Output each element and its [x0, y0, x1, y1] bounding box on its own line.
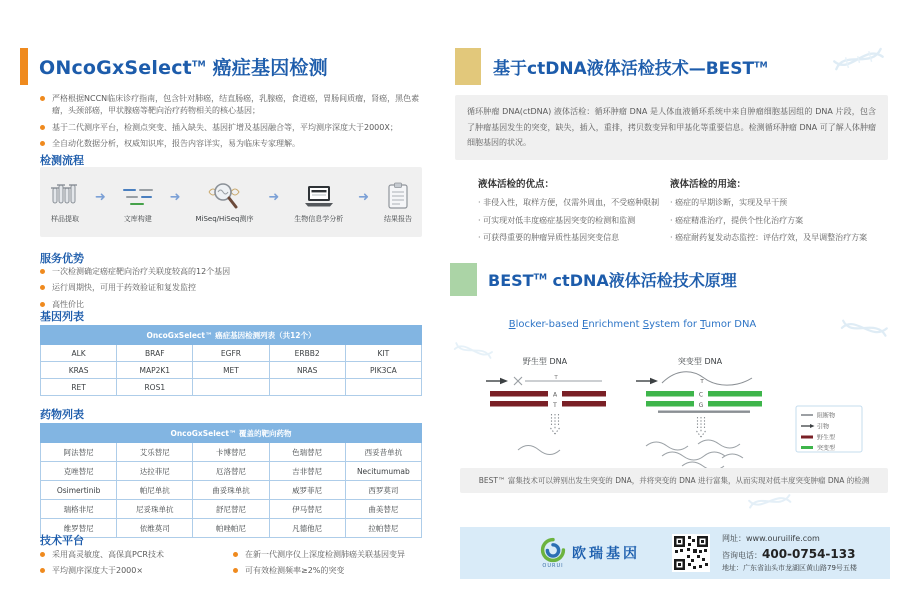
gene-cell: RET: [41, 379, 117, 396]
right-title-text: 基于ctDNA液体活检技术—BEST: [493, 59, 755, 79]
ourui-logo-icon: [540, 537, 566, 563]
primer-arrowhead: [650, 378, 658, 384]
section-heading-genes: 基因列表: [40, 310, 84, 323]
platform-col-right: [233, 549, 426, 582]
mutant-template-curve: [662, 372, 752, 385]
product-strand: [518, 446, 560, 455]
bullet-text: 一次检测确定癌症靶向治疗关联度较高的12个基因: [52, 267, 231, 276]
brand-subtext: OURUI: [542, 563, 564, 569]
drug-cell: 曲妥珠单抗: [193, 481, 269, 500]
principle-title-best: BEST: [488, 271, 534, 290]
list-item: [233, 549, 426, 561]
dotted-arrow-down: [551, 414, 560, 434]
legend-mutant-swatch: [801, 446, 813, 449]
gene-table: [40, 325, 422, 396]
gene-cell: KIT: [345, 345, 421, 362]
section-heading-process: 检测流程: [40, 154, 84, 167]
principle-title-rest: ctDNA液体活检技术原理: [546, 271, 737, 290]
uses-heading: 液体活检的用途：: [670, 179, 747, 190]
list-item: [40, 549, 233, 561]
drug-cell: 色瑞替尼: [269, 443, 345, 462]
gene-cell: EGFR: [193, 345, 269, 362]
drug-cell: 克唑替尼: [41, 462, 117, 481]
list-item: · 癌症耐药复发动态监控：评估疗效，及早调整治疗方案: [670, 232, 888, 243]
list-item: [40, 138, 422, 150]
best-principle-diagram: [450, 350, 890, 468]
wild-base-mark: T: [554, 375, 558, 381]
subtitle-part: umor DNA: [704, 319, 757, 330]
table-row: [41, 443, 422, 462]
bullet-text: 运行周期快，可用于药效验证和复发监控: [52, 283, 196, 293]
bullet-text: 全自动化数据分析，权威知识库，报告内容详实，易为临床专家理解。: [52, 139, 300, 149]
arrow-right-icon: ➜: [358, 189, 370, 205]
gene-cell: KRAS: [41, 362, 117, 379]
dna-watermark-icon: [838, 314, 889, 346]
blocker-bar: [658, 411, 750, 413]
website-line: [722, 533, 857, 545]
drug-cell: 伊马替尼: [269, 500, 345, 519]
bullet-text: 可有效检测频率≥2%的突变: [245, 566, 345, 576]
drug-cell: Necitumumab: [345, 462, 421, 481]
drug-cell: 瑞格非尼: [41, 500, 117, 519]
footer-bar: [460, 527, 890, 579]
address-label: 地址：: [722, 563, 743, 572]
drug-cell: 威罗菲尼: [269, 481, 345, 500]
legend-label: 阻断物: [817, 412, 836, 420]
bullet-dot: [40, 302, 45, 307]
process-step: [196, 182, 254, 224]
gene-cell: [345, 379, 421, 396]
gene-cell: MAP2K1: [117, 362, 193, 379]
subtitle-part: locker-based: [515, 319, 583, 330]
table-row: [41, 462, 422, 481]
website-value: www.ouruilife.com: [746, 533, 820, 543]
drug-cell: 依维莫司: [117, 519, 193, 538]
principle-title: [488, 268, 737, 291]
drug-cell: 拉帕替尼: [345, 519, 421, 538]
table-row: [41, 481, 422, 500]
right-title-block: [455, 48, 890, 85]
green-accent-block: [450, 263, 477, 296]
phone-value: 400-0754-133: [762, 546, 856, 561]
bullet-text: 在新一代测序仪上深度检测肺癌关联基因变异: [245, 550, 405, 559]
platform-col-left: [40, 549, 233, 582]
wildtype-label: 野生型 DNA: [522, 357, 568, 366]
bullet-text: 严格根据NCCN临床诊疗指南，包含针对肺癌，结直肠癌，乳腺癌，食道癌，胃肠间质瘤，肾癌，黑色素瘤，头颈部癌，甲状腺癌等靶向治疗药物相关的核心基因；: [52, 94, 420, 116]
subtitle-part: ystem for: [649, 319, 701, 330]
process-step: [50, 182, 80, 224]
qr-code: [672, 534, 710, 572]
uses-list: [670, 197, 888, 244]
subtitle-part: B: [508, 319, 516, 330]
advantage-bullets: [40, 266, 422, 315]
drug-cell: 帕尼单抗: [117, 481, 193, 500]
process-step-label: 生物信息学分析: [294, 215, 344, 223]
list-item: [233, 565, 426, 577]
table-row: [41, 519, 422, 538]
primer-arrowhead: [500, 378, 508, 384]
list-item: [40, 282, 422, 294]
wild-base-bottom: T: [553, 401, 557, 409]
table-header-row: [41, 424, 422, 443]
result-report-icon: [385, 182, 411, 210]
platform-columns: [40, 549, 426, 582]
drug-cell: 厄洛替尼: [193, 462, 269, 481]
drug-cell: 阿法替尼: [41, 443, 117, 462]
arrow-right-icon: ➜: [169, 189, 181, 205]
subtitle-part: T: [700, 319, 705, 330]
subtitle-part: E: [582, 319, 589, 330]
drug-cell: 达拉菲尼: [117, 462, 193, 481]
process-flow-box: [40, 167, 422, 237]
mutant-label: 突变型 DNA: [677, 357, 723, 366]
website-label: 网址：: [722, 533, 746, 543]
intro-bullets: [40, 93, 422, 155]
blocked-x-mark: [514, 377, 522, 385]
section-heading-platform: 技术平台: [40, 534, 84, 547]
subtitle-part: S: [642, 319, 650, 330]
subtitle-part: nrichment: [588, 319, 643, 330]
arrow-right-icon: ➜: [268, 189, 280, 205]
drug-table: [40, 423, 422, 538]
list-item: [40, 565, 233, 577]
diagram-legend: [796, 406, 862, 452]
drug-cell: Osimertinib: [41, 481, 117, 500]
bullet-text: 采用高灵敏度、高保真PCR技术: [52, 550, 164, 559]
bullet-text: 平均测序深度大于2000×: [52, 566, 144, 576]
table-row: [41, 500, 422, 519]
dna-watermark-icon: [747, 489, 794, 517]
list-item: [40, 93, 422, 118]
gene-cell: PIK3CA: [345, 362, 421, 379]
dotted-arrow-down: [697, 417, 706, 437]
phone-line: [722, 545, 857, 563]
process-step: [384, 182, 412, 224]
trademark-sup: TM: [754, 60, 768, 70]
bullet-dot: [40, 285, 45, 290]
bioinformatics-laptop-icon: [302, 182, 336, 210]
page-title-brand: ONcoGxSelect: [39, 57, 192, 79]
bullet-dot: [233, 552, 238, 557]
list-item: · 癌症精准治疗，提供个性化治疗方案: [670, 215, 888, 226]
legend-label: 引物: [817, 423, 830, 431]
gene-cell: ALK: [41, 345, 117, 362]
bullet-dot: [40, 552, 45, 557]
wildtype-panel: [486, 356, 606, 455]
mutant-base-mark: T: [700, 379, 704, 385]
list-item: · 非侵入性，取样方便，仅需外周血，不受癌种限制: [478, 197, 670, 208]
address-value: 广东省汕头市龙湖区黄山路79号五楼: [743, 563, 857, 572]
brand-logo-block: [540, 537, 640, 569]
pros-list: [478, 197, 670, 244]
list-item: [40, 299, 422, 311]
legend-label: 野生型: [817, 434, 836, 442]
process-step: [121, 182, 155, 224]
orange-accent-bar: [20, 48, 28, 85]
gene-table-title: OncoGxSelect™ 癌症基因检测列表（共12个）: [41, 326, 422, 345]
arrow-right-icon: ➜: [94, 189, 106, 205]
sequencing-magnifier-icon: [207, 182, 241, 210]
drug-cell: 曲美替尼: [345, 500, 421, 519]
brand-name: 欧瑞基因: [572, 546, 640, 562]
right-page-title: [493, 54, 768, 79]
drug-cell: 吉非替尼: [269, 462, 345, 481]
table-row: [41, 379, 422, 396]
wild-base-top: A: [552, 391, 558, 399]
table-row: [41, 345, 422, 362]
table-row: [41, 362, 422, 379]
ctdna-intro-box: 循环肿瘤 DNA(ctDNA) 液体活检：循环肿瘤 DNA 是人体血液循环系统中来自肿瘤细胞基因组的 DNA 片段，包含了肿瘤基因发生的突变，缺失，插入，重排，拷贝数变异和甲基化等重要信息。检测循环肿瘤 DNA 可了解人体肿瘤细胞基因的状况。: [455, 95, 888, 160]
process-step-label: MiSeq/HiSeq测序: [195, 215, 254, 223]
list-item: · 癌症的早期诊断，实现及早干预: [670, 197, 888, 208]
bullet-dot: [40, 568, 45, 573]
drug-table-title: OncoGxSelect™ 覆盖的靶向药物: [41, 424, 422, 443]
drug-cell: 帕唑帕尼: [193, 519, 269, 538]
pros-heading: 液体活检的优点：: [478, 179, 555, 190]
section-heading-drugs: 药物列表: [40, 408, 84, 421]
drug-cell: 尼妥珠单抗: [117, 500, 193, 519]
enriched-products: [646, 440, 743, 468]
table-header-row: [41, 326, 422, 345]
liquid-biopsy-pros: [478, 176, 670, 250]
mutant-bars: [646, 391, 762, 407]
drug-cell: 艾乐替尼: [117, 443, 193, 462]
list-item: [40, 122, 422, 134]
bullet-text: 高性价比: [52, 299, 84, 309]
gene-cell: BRAF: [117, 345, 193, 362]
drug-cell: 西罗莫司: [345, 481, 421, 500]
mutant-base-top: C: [698, 391, 704, 399]
mutant-base-bottom: G: [698, 401, 704, 409]
bullet-dot: [40, 269, 45, 274]
drug-cell: 凡德他尼: [269, 519, 345, 538]
trademark-sup: TM: [533, 272, 547, 282]
gene-cell: MET: [193, 362, 269, 379]
gene-cell: [193, 379, 269, 396]
page-title: [39, 53, 328, 80]
drug-cell: 卡博替尼: [193, 443, 269, 462]
process-step-label: 文库构建: [123, 215, 152, 223]
bullet-dot: [233, 568, 238, 573]
mutant-panel: [636, 356, 762, 468]
list-item: · 可实现对低丰度癌症基因突变的检测和监测: [478, 215, 670, 226]
wildtype-bars: [490, 391, 606, 407]
library-construction-icon: [121, 182, 155, 210]
sample-extraction-icon: [50, 182, 80, 210]
drug-cell: 西妥昔单抗: [345, 443, 421, 462]
principle-title-block: [450, 263, 885, 296]
legend-wildtype-swatch: [801, 436, 813, 439]
legend-label: 突变型: [817, 445, 836, 452]
trademark-sup: TM: [191, 59, 206, 69]
gene-cell: NRAS: [269, 362, 345, 379]
gene-cell: ROS1: [117, 379, 193, 396]
bullet-dot: [40, 96, 45, 101]
bullet-dot: [40, 125, 45, 130]
process-step-label: 样品提取: [51, 215, 79, 223]
best-subtitle: [450, 319, 815, 330]
page-title-suffix: 癌症基因检测: [212, 57, 328, 79]
bullet-text: 基于二代测序平台，检测点突变、插入缺失、基因扩增及基因融合等，平均测序深度大于2000X；: [52, 122, 398, 132]
contact-block: [722, 533, 857, 574]
left-title-block: [20, 48, 430, 85]
gene-cell: [269, 379, 345, 396]
drug-cell: 维罗替尼: [41, 519, 117, 538]
bullet-dot: [40, 141, 45, 146]
address-line: [722, 563, 857, 574]
drug-cell: 舒尼替尼: [193, 500, 269, 519]
phone-label: 咨询电话：: [722, 550, 762, 560]
process-step-label: 结果报告: [383, 215, 412, 223]
logo-column: [540, 537, 566, 569]
pros-uses-columns: [478, 176, 888, 250]
section-heading-advantages: 服务优势: [40, 252, 84, 265]
list-item: · 可获得重要的肿瘤异质性基因突变信息: [478, 232, 670, 243]
gold-accent-block: [455, 48, 481, 85]
best-summary-bar: BEST™ 富集技术可以辨别出发生突变的 DNA，并将突变的 DNA 进行富集，从而实现对低丰度突变肿瘤 DNA 的检测: [460, 468, 888, 493]
list-item: [40, 266, 422, 278]
gene-cell: ERBB2: [269, 345, 345, 362]
liquid-biopsy-uses: [670, 176, 888, 250]
process-step: [294, 182, 343, 224]
